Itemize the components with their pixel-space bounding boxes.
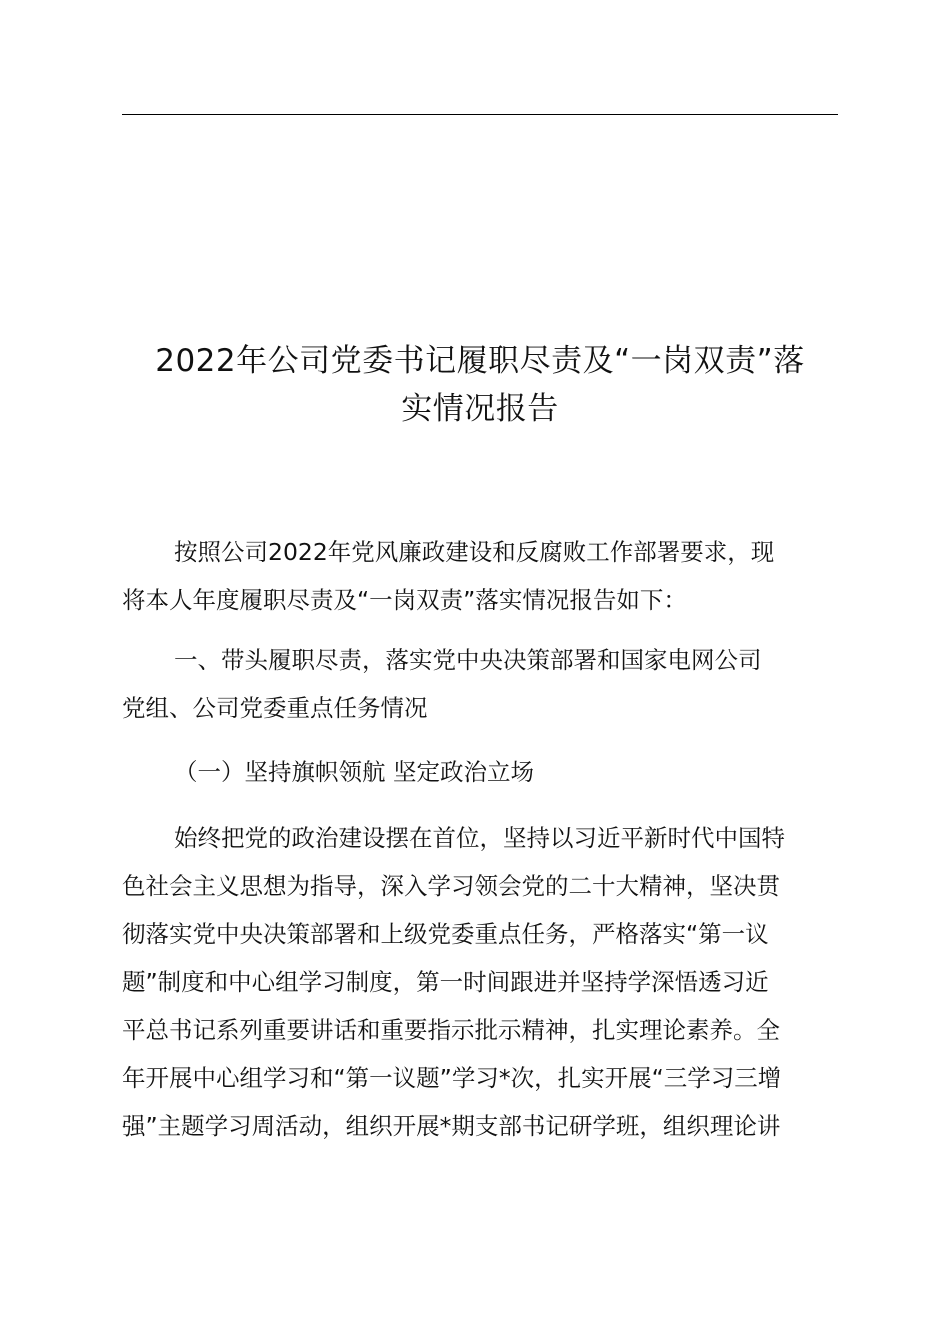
body-line-4: 题”制度和中心组学习制度，第一时间跟进并坚持学深悟透习近 [122, 968, 769, 996]
intro-paragraph [122, 528, 838, 624]
intro-line-1: 按照公司2022年党风廉政建设和反腐败工作部署要求，现 [174, 538, 775, 566]
body-line-3: 彻落实党中央决策部署和上级党委重点任务，严格落实“第一议 [122, 920, 769, 948]
body-line-5: 平总书记系列重要讲话和重要指示批示精神，扎实理论素养。全 [122, 1016, 780, 1044]
document-title [110, 337, 850, 433]
header-rule [122, 114, 838, 115]
body-line-1: 始终把党的政治建设摆在首位，坚持以习近平新时代中国特 [174, 824, 785, 852]
body-line-7: 强”主题学习周活动，组织开展*期支部书记研学班，组织理论讲 [122, 1112, 781, 1140]
section-1-heading-line-1: 一、带头履职尽责，落实党中央决策部署和国家电网公司 [174, 646, 762, 674]
subsection-1-heading [122, 748, 838, 796]
subsection-1-heading-text: （一）坚持旗帜领航 坚定政治立场 [174, 758, 534, 786]
body-line-6: 年开展中心组学习和“第一议题”学习*次，扎实开展“三学习三增 [122, 1064, 782, 1092]
section-1-heading-line-2: 党组、公司党委重点任务情况 [122, 694, 428, 722]
intro-line-2: 将本人年度履职尽责及“一岗双责”落实情况报告如下： [122, 586, 687, 614]
document-title-line-2: 实情况报告 [401, 391, 559, 427]
section-1-heading [122, 636, 838, 732]
body-line-2: 色社会主义思想为指导，深入学习领会党的二十大精神，坚决贯 [122, 872, 780, 900]
body-paragraph [122, 814, 838, 1150]
document-title-line-1: 2022年公司党委书记履职尽责及“一岗双责”落 [155, 343, 805, 379]
